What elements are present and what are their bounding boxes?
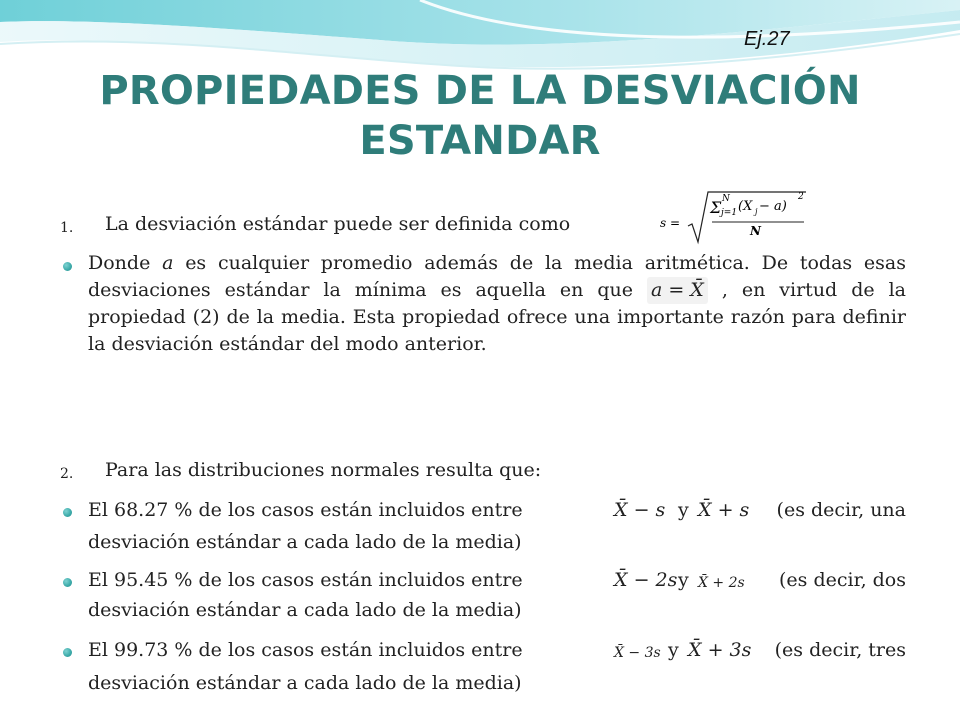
sum-lower: j=1 <box>721 208 738 218</box>
term-sub: j <box>755 207 758 216</box>
bullet-icon <box>63 578 72 587</box>
bullet-99-paren: (es decir, tres <box>774 639 906 661</box>
term-rest: − a) <box>759 199 787 214</box>
bullet-icon <box>63 262 72 271</box>
title-line-1: PROPIEDADES DE LA DESVIACIÓN <box>99 68 861 114</box>
p1-equation: a = X̄ <box>647 277 708 304</box>
bullet-68-upper: X̄ + s <box>698 499 750 521</box>
bullet-68-paren: (es decir, una <box>776 499 906 521</box>
list-number-1: 1. <box>60 220 74 236</box>
bullet-68-y: y <box>678 499 689 521</box>
p1-part3: , en virtud de la propiedad (2) de la media. Esta propiedad ofrece una importante razón para definir la desviación estándar del modo anterior. <box>88 279 906 355</box>
bullet-99-line1 <box>88 637 906 665</box>
bullet-95-upper: X̄ + 2s <box>698 575 745 591</box>
sum-symbol: Σ <box>710 198 722 217</box>
bullet-99-y: y <box>668 639 679 661</box>
bullet-95-lower: X̄ − 2s <box>614 569 678 591</box>
section2-text: Para las distribuciones normales resulta que: <box>105 459 542 481</box>
std-formula <box>658 190 808 246</box>
bullet-99-text: El 99.73 % de los casos están incluidos entre <box>88 639 523 661</box>
bullet-95-y: y <box>678 569 689 591</box>
list-number-2: 2. <box>60 466 74 482</box>
title-line-2: ESTANDAR <box>359 118 601 164</box>
term-exp: 2 <box>798 192 804 202</box>
page-title <box>40 66 920 166</box>
bullet-68-line2: desviación estándar a cada lado de la media) <box>88 531 522 553</box>
exercise-label: Ej.27 <box>744 28 790 50</box>
formula-denominator: N <box>750 224 761 238</box>
bullet-99-line2: desviación estándar a cada lado de la media) <box>88 672 522 694</box>
paragraph-donde <box>88 250 906 358</box>
bullet-95-line1 <box>88 567 906 595</box>
formula-lhs: s = <box>660 216 681 230</box>
bullet-icon <box>63 648 72 657</box>
term-open: (X <box>738 199 753 214</box>
bullet-95-paren: (es decir, dos <box>779 569 906 591</box>
bullet-68-lower: X̄ − s <box>614 499 666 521</box>
bullet-95-line2: desviación estándar a cada lado de la media) <box>88 599 522 621</box>
sum-upper: N <box>722 194 730 204</box>
p1-part1: Donde <box>88 252 163 274</box>
bullet-68-line1 <box>88 497 906 525</box>
bullet-95-text: El 95.45 % de los casos están incluidos entre <box>88 569 523 591</box>
p1-part2: es cualquier promedio además de la media aritmética. De todas esas desviaciones estándar la mínima es aquella en que <box>88 252 907 301</box>
p1-a-variable: a <box>162 252 174 274</box>
bullet-68-text: El 68.27 % de los casos están incluidos entre <box>88 499 523 521</box>
bullet-99-lower: X̄ − 3s <box>614 645 661 661</box>
bullet-99-upper: X̄ + 3s <box>688 639 752 661</box>
bullet-icon <box>63 508 72 517</box>
section1-text: La desviación estándar puede ser definida como <box>105 213 571 235</box>
